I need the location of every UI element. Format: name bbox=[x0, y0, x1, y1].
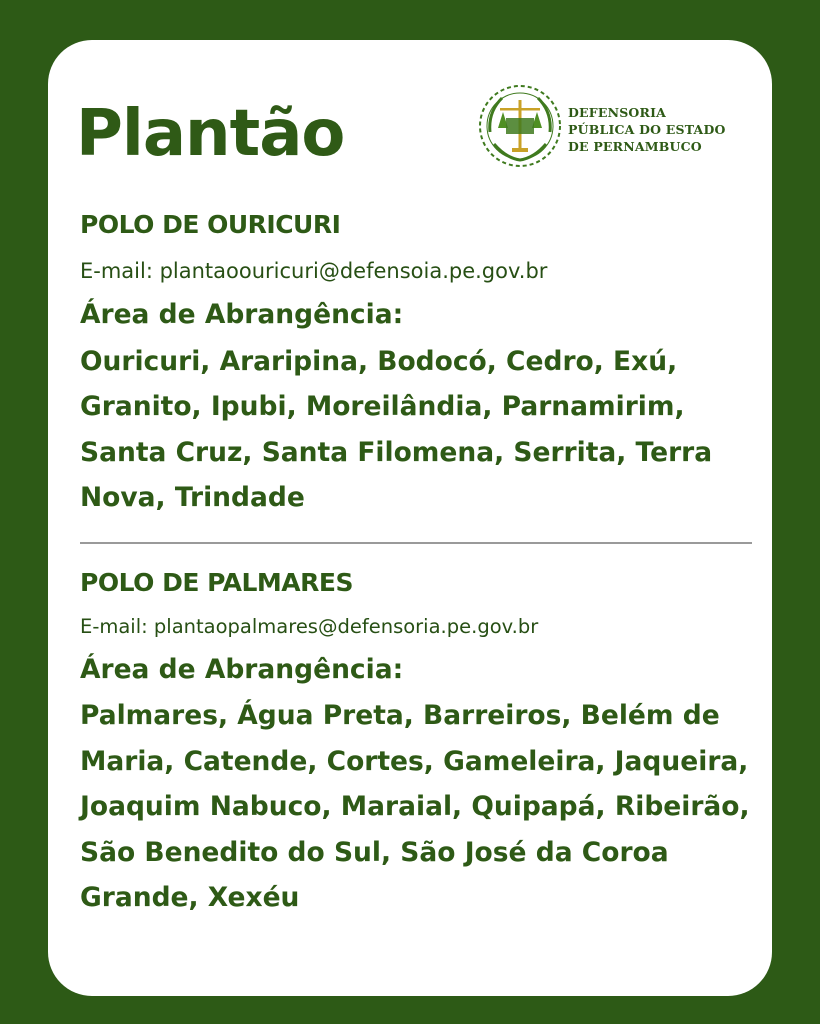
coverage-cities: Palmares, Água Preta, Barreiros, Belém de Maria, Catende, Cortes, Gameleira, Jaqueira, Joaquim Nabuco, Maraial, Quipapá, Ribeirão, São Benedito do Sul, São José da Coroa Grande, Xexéu bbox=[80, 700, 750, 914]
coverage-label: Área de Abrangência: bbox=[80, 653, 404, 685]
section-divider bbox=[80, 542, 752, 544]
polo-email[interactable]: E-mail: plantaoouricuri@defensoia.pe.gov.br bbox=[80, 259, 548, 283]
logo-wordmark bbox=[568, 104, 726, 155]
polo-palmares-section bbox=[80, 570, 760, 921]
polo-heading: POLO DE PALMARES bbox=[80, 568, 353, 597]
polo-email[interactable]: E-mail: plantaopalmares@defensoria.pe.gov.br bbox=[80, 615, 539, 638]
logo-line-3: DE PERNAMBUCO bbox=[568, 139, 702, 154]
logo-line-2: PÚBLICA DO ESTADO bbox=[568, 122, 726, 137]
coverage-cities: Ouricuri, Araripina, Bodocó, Cedro, Exú, Granito, Ipubi, Moreilândia, Parnamirim, Santa Cruz, Santa Filomena, Serrita, Terra Nova, Trindade bbox=[80, 345, 713, 514]
content-card bbox=[48, 40, 772, 996]
defensoria-logo bbox=[476, 82, 736, 170]
polo-heading: POLO DE OURICURI bbox=[80, 210, 341, 239]
page-title: Plantão bbox=[76, 97, 345, 171]
coverage-label: Área de Abrangência: bbox=[80, 299, 404, 330]
scales-laurel-emblem-icon bbox=[476, 82, 564, 170]
polo-ouricuri-section bbox=[80, 212, 760, 521]
logo-line-1: DEFENSORIA bbox=[568, 105, 667, 120]
